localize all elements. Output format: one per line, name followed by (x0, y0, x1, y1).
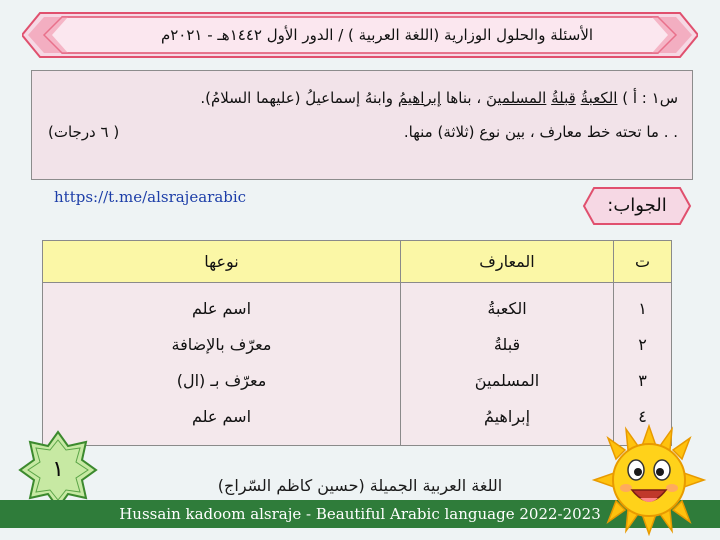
row-number: ٤ (638, 407, 647, 426)
row-term: الكعبةُ (487, 299, 527, 318)
sun-mascot-icon (590, 424, 708, 536)
underlined-term-4: إبراهيمُ (397, 89, 442, 107)
footer-strip: Hussain kadoom alsraje - Beautiful Arabic language 2022-2023 (0, 500, 720, 528)
question-rest: وابنهُ إسماعيلُ (عليهما السلامُ). (200, 89, 394, 107)
number-column (614, 283, 672, 446)
underlined-term-1: الكعبةُ (580, 89, 618, 107)
answer-label: الجواب: (607, 195, 667, 216)
question-prefix: س١ : أ ) (622, 89, 678, 107)
answer-badge (582, 186, 692, 226)
underlined-term-2: قبلةُ (551, 89, 576, 107)
row-number: ١ (638, 299, 647, 318)
title-ribbon (22, 11, 698, 59)
page-title: الأسئلة والحلول الوزارية (اللغة العربية ) / الدور الأول ١٤٤٢هـ - ٢٠٢١م (160, 26, 594, 44)
author-arabic: اللغة العربية الجميلة (حسين كاظم السّراج) (217, 476, 503, 495)
row-type: معرّف بـ (ال) (176, 371, 267, 390)
row-type: اسم علم (191, 299, 252, 318)
header-term: المعارف (401, 241, 614, 283)
telegram-link[interactable]: https://t.me/alsrajearabic (54, 188, 247, 206)
answer-table (42, 240, 672, 446)
row-number: ٢ (638, 335, 647, 354)
question-mid: ، بناها (445, 89, 482, 107)
row-term: إبراهيمُ (483, 407, 531, 426)
row-term: المسلمينَ (474, 371, 540, 390)
question-instruction: . . ما تحته خط معارف ، بين نوع (ثلاثة) منها. (403, 123, 678, 141)
header-type: نوعها (43, 241, 401, 283)
question-marks: ( ٦ درجات) (48, 123, 120, 141)
table-row (43, 283, 672, 446)
row-number: ٣ (638, 371, 647, 390)
row-term: قبلةُ (493, 335, 521, 354)
question-sentence (46, 83, 678, 113)
question-box (31, 70, 693, 180)
row-type: معرّف بالإضافة (171, 335, 272, 354)
header-number: ت (614, 241, 672, 283)
question-instruction-row (46, 117, 678, 147)
table-header-row (43, 241, 672, 283)
page-number-star (18, 430, 98, 510)
row-type: اسم علم (191, 407, 252, 426)
page-number: ١ (52, 457, 64, 482)
term-column (401, 283, 614, 446)
underlined-term-3: المسلمينَ (485, 89, 547, 107)
type-column (43, 283, 401, 446)
